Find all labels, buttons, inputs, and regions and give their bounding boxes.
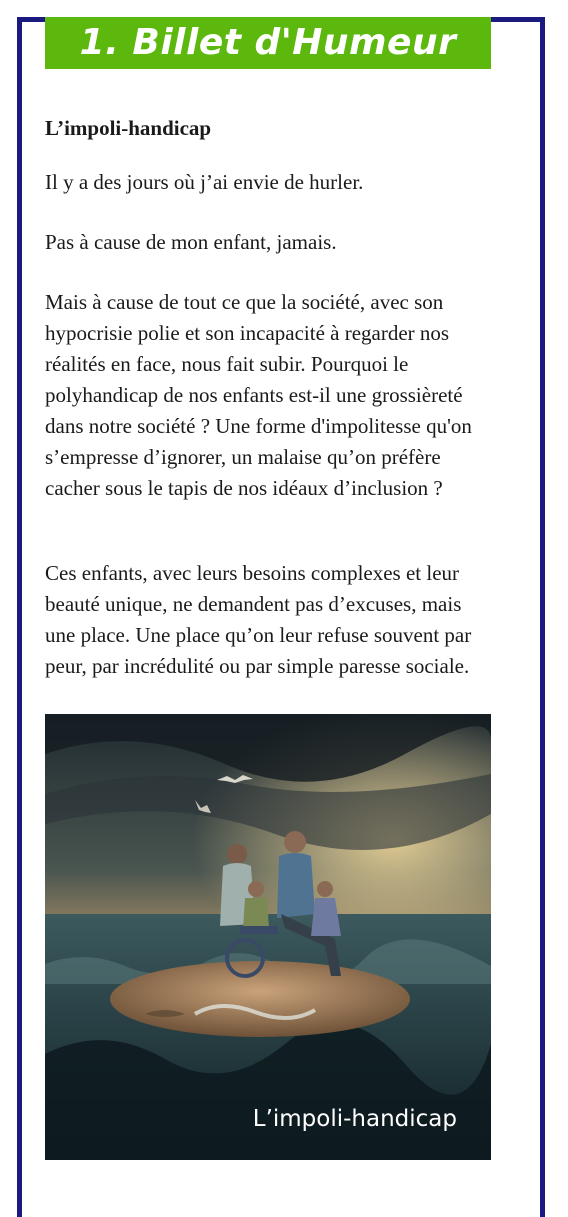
article-heading: L’impoli-handicap bbox=[45, 116, 212, 140]
image-caption: L’impoli-handicap bbox=[252, 1106, 457, 1132]
section-title: 1. Billet d'Humeur bbox=[45, 17, 491, 69]
child-head bbox=[248, 881, 264, 897]
father-head bbox=[284, 831, 306, 853]
paragraph-1: Il y a des jours où j’ai envie de hurler. bbox=[45, 170, 364, 194]
family-island-illustration bbox=[45, 714, 491, 1160]
illustration-scene bbox=[45, 714, 491, 1160]
child-body bbox=[243, 898, 269, 929]
paragraph-2: Pas à cause de mon enfant, jamais. bbox=[45, 230, 337, 254]
paragraph-3: Mais à cause de tout ce que la société, avec son hypocrisie polie et son incapacité à regarder nos réalités en face, nous fait subir. Pourquoi le polyhandicap de nos enfants est-il une grossièreté dans notre société ? Une forme d'impolitesse qu'on s’empresse d’ignorer, un malaise qu’on préfère cacher sous le tapis de nos idéaux d’inclusion ? bbox=[45, 290, 472, 500]
wheelchair-seat bbox=[240, 926, 278, 934]
father-body bbox=[277, 853, 315, 918]
paragraph-4: Ces enfants, avec leurs besoins complexes et leur beauté unique, ne demandent pas d’excuses, mais une place. Une place qu’on leur refuse souvent par peur, par incrédulité ou par simple paresse sociale. bbox=[45, 561, 472, 678]
mother-head bbox=[227, 844, 247, 864]
sand-island bbox=[110, 961, 410, 1037]
girl-head bbox=[317, 881, 333, 897]
